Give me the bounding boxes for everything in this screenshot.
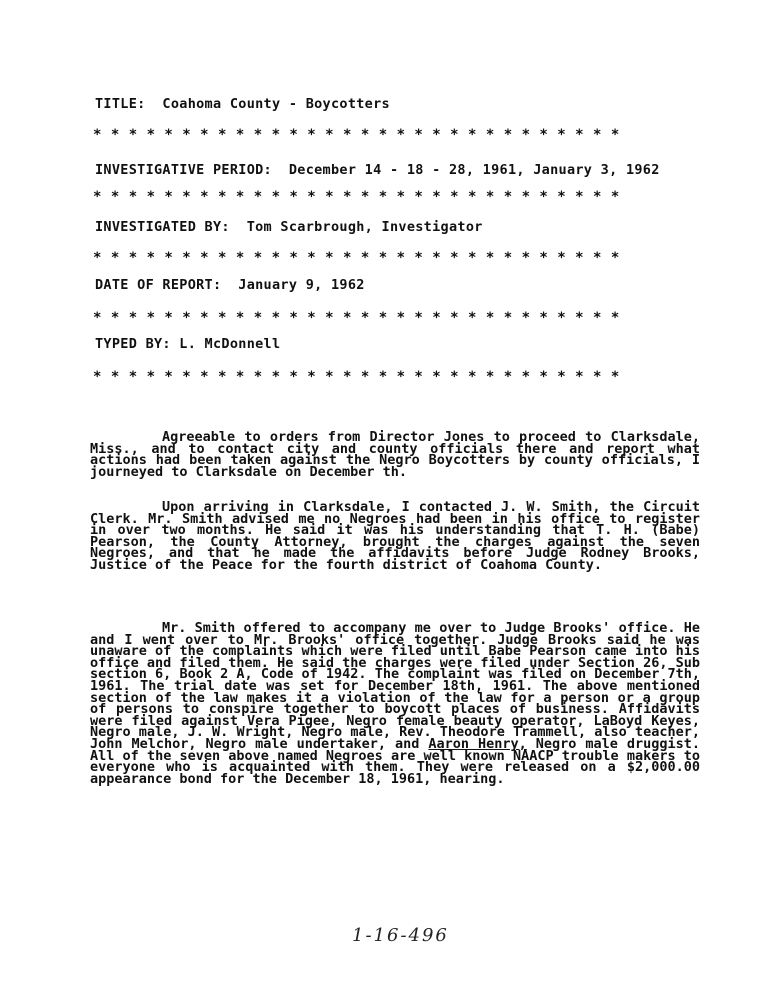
- underlined-name: Aaron Henry,: [428, 735, 527, 752]
- paragraph-1: [90, 429, 700, 480]
- handwritten-file-number: 1-16-496: [352, 925, 449, 946]
- typed-by: TYPED BY: L. McDonnell: [95, 336, 281, 352]
- paragraph-3: [90, 620, 700, 787]
- separator-3: * * * * * * * * * * * * * * * * * * * * * * * * * * * * * *: [93, 250, 620, 266]
- separator-4: * * * * * * * * * * * * * * * * * * * * * * * * * * * * * *: [93, 310, 620, 326]
- paragraph-2: [90, 499, 700, 573]
- paragraph-2-text: Upon arriving in Clarksdale, I contacted J. W. Smith, the Circuit Clerk. Mr. Smith advised me no Negroes had been in his office to register in over two months. He said it was his understanding that T. H. (Babe) Pearson, the County Attorney, brought the charges against the seven Negroes, and that he made the affidavits before Judge Rodney Brooks, Justice of the Peace for the fourth district of Coahoma County.: [90, 499, 700, 573]
- paragraph-1-text: Agreeable to orders from Director Jones to proceed to Clarksdale, Miss., and to contact city and county officials there and report what actions had been taken against the Negro Boycotters by county officials, I journeyed to Clarksdale on December th.: [90, 429, 700, 480]
- separator-1: * * * * * * * * * * * * * * * * * * * * * * * * * * * * * *: [93, 127, 620, 143]
- paragraph-3-text-b: Negro male druggist. All of the seven above named Negroes are well known NAACP trouble makers to everyone who is acquainted with them. They were released on a $2,000.00 appearance bond for the December 18, 1961, hearing.: [90, 735, 700, 787]
- separator-2: * * * * * * * * * * * * * * * * * * * * * * * * * * * * * *: [93, 189, 620, 205]
- date-of-report: DATE OF REPORT: January 9, 1962: [95, 277, 365, 293]
- investigated-by: INVESTIGATED BY: Tom Scarbrough, Investigator: [95, 219, 483, 235]
- paragraph-3-text-a: Mr. Smith offered to accompany me over to Judge Brooks' office. He and I went over to Mr. Brooks' office together. Judge Brooks said he was unaware of the complaints which were filed until Babe Pearson came into his office and filed them. He said the charges were filed under Section 26, Sub section 6, Book 2 A, Code of 1942. The complaint was filed on December 7th, 1961. The trial date was set for December 18th, 1961. The above mentioned section of the law makes it a violation of the law for a person or a group of persons to conspire together to boycott places of business. Affidavits were filed against Vera Pigee, Negro female beauty operator, LaBoyd Keyes, Negro male, J. W. Wright, Negro male, Rev. Theodore Trammell, also teacher, John Melchor, Negro male undertaker, and: [90, 620, 700, 752]
- investigative-period: INVESTIGATIVE PERIOD: December 14 - 18 - 28, 1961, January 3, 1962: [95, 162, 660, 178]
- separator-5: * * * * * * * * * * * * * * * * * * * * * * * * * * * * * *: [93, 369, 620, 385]
- report-title: TITLE: Coahoma County - Boycotters: [95, 96, 390, 112]
